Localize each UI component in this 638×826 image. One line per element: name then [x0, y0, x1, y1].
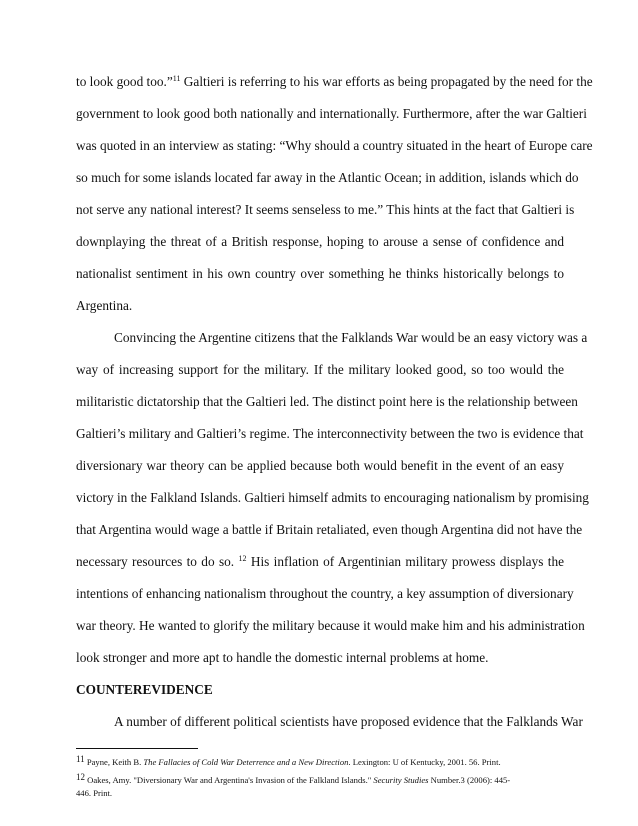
- body-line: was quoted in an interview as stating: “Why should a country situated in the heart of Europe care: [76, 138, 593, 153]
- footnote-title: The Fallacies of Cold War Deterrence and a New Direction: [143, 757, 349, 767]
- body-line: that Argentina would wage a battle if Britain retaliated, even though Argentina did not have the: [76, 522, 583, 537]
- footnote-number: 11: [76, 754, 85, 764]
- footnote-ref: 12: [238, 554, 247, 563]
- body-line: [76, 554, 564, 570]
- footnote-text: Number.3 (2006): 445-: [428, 775, 511, 785]
- body-line: war theory. He wanted to glorify the military because it would make him and his administration: [76, 618, 585, 633]
- body-line: diversionary war theory can be applied because both would benefit in the event of an easy: [76, 458, 564, 473]
- text-run: His inflation of Argentinian military prowess displays the: [246, 554, 564, 569]
- footnote-ref: 11: [172, 74, 181, 83]
- footnote-title: Security Studies: [373, 775, 429, 785]
- body-line: not serve any national interest? It seems senseless to me.” This hints at the fact that Galtieri is: [76, 202, 575, 217]
- section-heading: COUNTEREVIDENCE: [76, 682, 213, 697]
- footnote-number: 12: [76, 772, 85, 782]
- body-line: Argentina.: [76, 298, 133, 313]
- body-line: militaristic dictatorship that the Galtieri led. The distinct point here is the relationship between: [76, 394, 578, 409]
- body-line: look stronger and more apt to handle the domestic internal problems at home.: [76, 650, 489, 665]
- footnote-12-continued: 446. Print.: [76, 788, 113, 798]
- text-run: to look good too.”: [76, 74, 173, 89]
- body-line: [76, 74, 593, 90]
- body-line: victory in the Falkland Islands. Galtieri himself admits to encouraging nationalism by promising: [76, 490, 589, 505]
- body-line: way of increasing support for the military. If the military looked good, so too would the: [76, 362, 564, 377]
- footnote-text: . Lexington: U of Kentucky, 2001. 56. Print.: [348, 757, 501, 767]
- paragraph-first-line: Convincing the Argentine citizens that the Falklands War would be an easy victory was a: [114, 330, 588, 345]
- paragraph-first-line: A number of different political scientists have proposed evidence that the Falklands War: [114, 714, 583, 729]
- body-line: Galtieri’s military and Galtieri’s regime. The interconnectivity between the two is evidence that: [76, 426, 584, 441]
- body-line: nationalist sentiment in his own country over something he thinks historically belongs to: [76, 266, 564, 281]
- footnote-text: Payne, Keith B.: [84, 757, 144, 767]
- text-run: necessary resources to do so.: [76, 554, 239, 569]
- footnote-separator: [76, 748, 198, 749]
- footnote-12: [76, 774, 564, 786]
- body-line: so much for some islands located far away in the Atlantic Ocean; in addition, islands which do: [76, 170, 579, 185]
- text-run: Galtieri is referring to his war efforts as being propagated by the need for the: [180, 74, 593, 89]
- footnote-text: Oakes, Amy. "Diversionary War and Argentina's Invasion of the Falkland Islands.": [85, 775, 374, 785]
- body-line: intentions of enhancing nationalism throughout the country, a key assumption of diversionary: [76, 586, 574, 601]
- body-line: government to look good both nationally and internationally. Furthermore, after the war Galtieri: [76, 106, 587, 121]
- footnote-11: [76, 756, 564, 768]
- body-line: downplaying the threat of a British response, hoping to arouse a sense of confidence and: [76, 234, 564, 249]
